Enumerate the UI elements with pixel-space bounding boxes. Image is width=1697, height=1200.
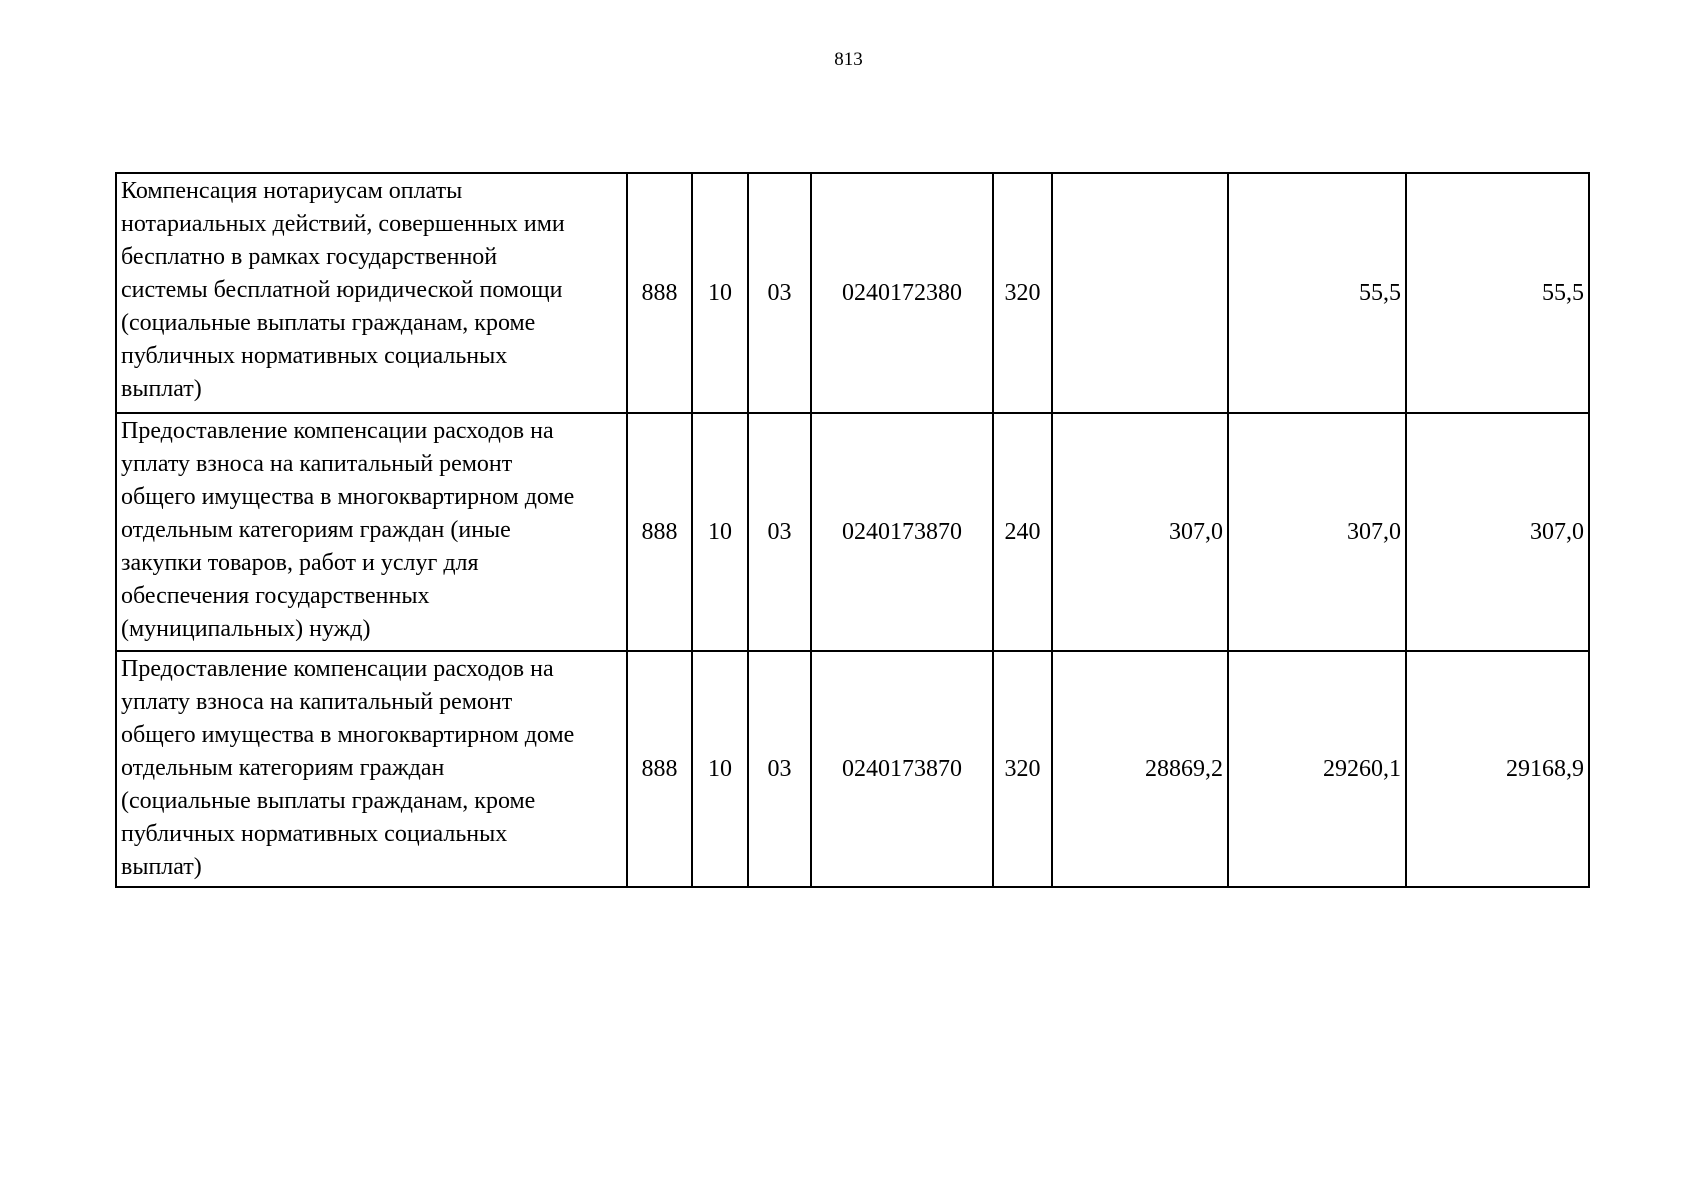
section-code: 10 [692, 173, 748, 413]
description-line: выплат) [121, 376, 202, 402]
description-line: отдельным категориям граждан (иные [121, 517, 511, 543]
expense-type-code: 240 [993, 413, 1052, 651]
subsection-code: 03 [748, 651, 811, 887]
description-line: обеспечения государственных [121, 583, 430, 609]
ministry-code: 888 [627, 413, 692, 651]
table-row [116, 173, 1589, 413]
page-number: 813 [834, 49, 863, 70]
budget-table [115, 172, 1590, 888]
target-article-code: 0240173870 [811, 413, 993, 651]
subsection-code: 03 [748, 413, 811, 651]
amount-2: 55,5 [1228, 173, 1406, 413]
description-line: общего имущества в многоквартирном доме [121, 722, 575, 748]
description-line: публичных нормативных социальных [121, 343, 508, 369]
row-description [116, 413, 627, 651]
table-row [116, 413, 1589, 651]
description-line: бесплатно в рамках государственной [121, 244, 498, 270]
row-description [116, 173, 627, 413]
target-article-code: 0240173870 [811, 651, 993, 887]
description-line: (муниципальных) нужд) [121, 616, 371, 642]
amount-1 [1052, 173, 1228, 413]
amount-3: 29168,9 [1406, 651, 1589, 887]
amount-2: 29260,1 [1228, 651, 1406, 887]
description-line: Предоставление компенсации расходов на [121, 418, 554, 444]
target-article-code: 0240172380 [811, 173, 993, 413]
amount-1: 307,0 [1052, 413, 1228, 651]
section-code: 10 [692, 651, 748, 887]
description-line: (социальные выплаты гражданам, кроме [121, 788, 536, 814]
description-line: Компенсация нотариусам оплаты [121, 178, 463, 204]
description-line: уплату взноса на капитальный ремонт [121, 689, 513, 715]
description-line: общего имущества в многоквартирном доме [121, 484, 575, 510]
description-line: закупки товаров, работ и услуг для [121, 550, 479, 576]
ministry-code: 888 [627, 651, 692, 887]
description-line: Предоставление компенсации расходов на [121, 656, 554, 682]
table-row [116, 651, 1589, 887]
amount-1: 28869,2 [1052, 651, 1228, 887]
description-line: нотариальных действий, совершенных ими [121, 211, 565, 237]
amount-2: 307,0 [1228, 413, 1406, 651]
description-line: (социальные выплаты гражданам, кроме [121, 310, 536, 336]
description-line: публичных нормативных социальных [121, 821, 508, 847]
section-code: 10 [692, 413, 748, 651]
expense-type-code: 320 [993, 651, 1052, 887]
ministry-code: 888 [627, 173, 692, 413]
row-description [116, 651, 627, 887]
description-line: уплату взноса на капитальный ремонт [121, 451, 513, 477]
description-line: системы бесплатной юридической помощи [121, 277, 563, 303]
amount-3: 307,0 [1406, 413, 1589, 651]
amount-3: 55,5 [1406, 173, 1589, 413]
expense-type-code: 320 [993, 173, 1052, 413]
description-line: выплат) [121, 854, 202, 880]
subsection-code: 03 [748, 173, 811, 413]
description-line: отдельным категориям граждан [121, 755, 445, 781]
